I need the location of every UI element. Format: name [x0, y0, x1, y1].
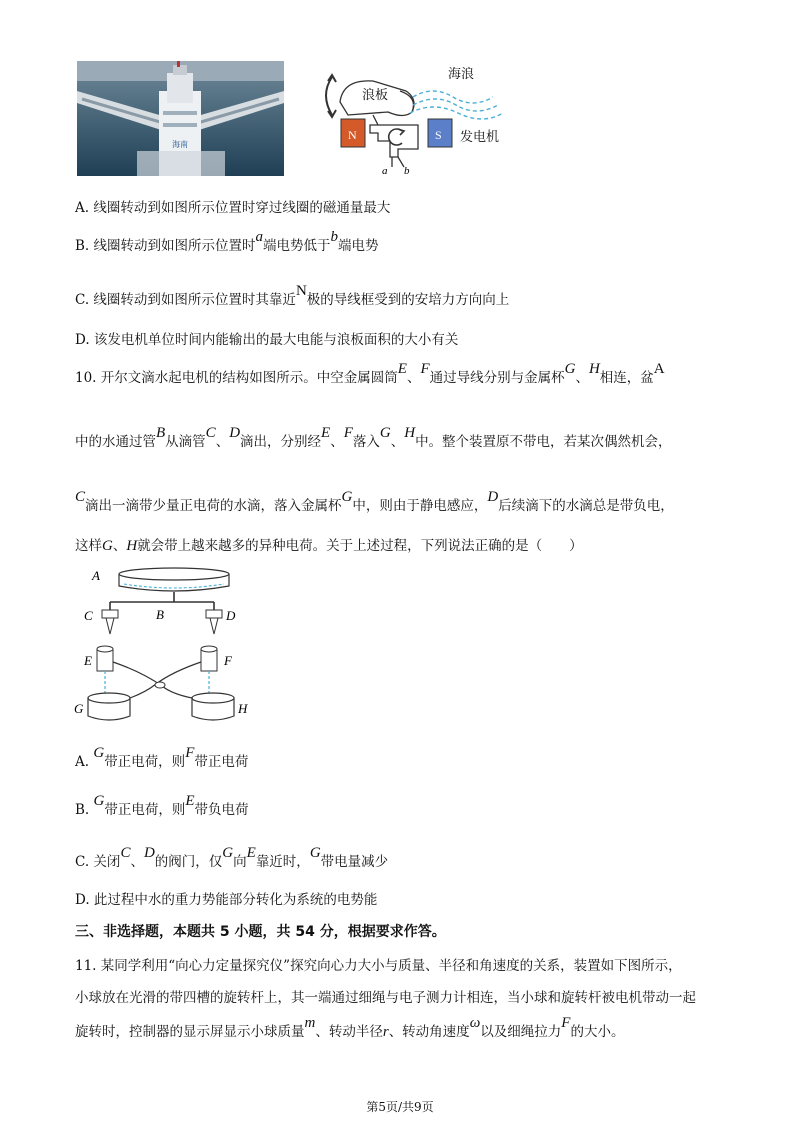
q9-option-b: B. 线圈转动到如图所示位置时a端电势低于b端电势	[75, 229, 379, 254]
page-number: 第5页/共9页	[366, 1100, 434, 1114]
fig-label-g: G	[74, 701, 84, 716]
generator-label: 发电机	[460, 130, 500, 145]
q11-line1: 11. 某同学利用“向心力定量探究仪”探究向心力大小与质量、半径和角速度的关系，装置如下图所示，	[75, 958, 682, 974]
q10-option-d: D. 此过程中水的重力势能部分转化为系统的电势能	[75, 892, 378, 908]
q10-option-a: A. G带正电荷，则F带正电荷	[75, 745, 249, 770]
q10-option-b: B. G带正电荷，则E带负电荷	[75, 793, 249, 818]
q9-option-a: A. 线圈转动到如图所示位置时穿过线圈的磁通量最大	[75, 200, 391, 216]
section-3-heading: 三、非选择题，本题共 5 小题，共 54 分，根据要求作答。	[75, 924, 446, 940]
fig-label-f: F	[224, 653, 232, 668]
q9-option-c: C. 线圈转动到如图所示位置时其靠近N极的导线框受到的安培力方向向上	[75, 283, 510, 308]
q11-line3: 旋转时，控制器的显示屏显示小球质量m、转动半径r、转动角速度ω以及细绳拉力F的大小。	[75, 1015, 625, 1040]
q10-stem-line3: C滴出一滴带少量正电荷的水滴，落入金属杯G中，则由于静电感应，D后续滴下的水滴总是带负电，	[75, 489, 674, 514]
q10-stem-line2: 中的水通过管B从滴管C、D滴出，分别经E、F落入G、H中。整个装置原不带电，若某次偶然机会，	[75, 425, 672, 450]
fig-label-c: C	[84, 608, 93, 623]
fig-label-b: B	[156, 607, 164, 622]
kelvin-dropper-diagram	[72, 562, 262, 732]
fig-label-e: E	[84, 653, 92, 668]
s-pole-label: S	[435, 128, 442, 142]
fig-label-d: D	[226, 608, 236, 623]
fig-label-h: H	[238, 701, 248, 716]
terminal-b-label: b	[404, 165, 410, 177]
q10-stem-line4: 这样G、H就会带上越来越多的异种电荷。关于上述过程，下列说法正确的是（ ）	[75, 538, 583, 554]
q10-option-c: C. 关闭C、D的阀门，仅G向E靠近时，G带电量减少	[75, 845, 389, 870]
q11-line2: 小球放在光滑的带四槽的旋转杆上，其一端通过细绳与电子测力计相连，当小球和旋转杆被电机带动一起	[75, 990, 696, 1006]
terminal-a-label: a	[382, 165, 388, 177]
board-label: 浪板	[362, 88, 389, 103]
ship-name-text: 海南	[172, 140, 188, 149]
fig-label-a: A	[92, 568, 100, 583]
ship-photo	[77, 61, 284, 176]
n-pole-label: N	[348, 128, 357, 142]
waves-label: 海浪	[448, 67, 475, 82]
wave-generator-diagram	[318, 57, 518, 179]
q10-stem-line1: 10. 开尔文滴水起电机的结构如图所示。中空金属圆筒E、F通过导线分别与金属杯G、H相连，盆A	[75, 361, 665, 386]
q9-option-d: D. 该发电机单位时间内能输出的最大电能与浪板面积的大小有关	[75, 332, 459, 348]
